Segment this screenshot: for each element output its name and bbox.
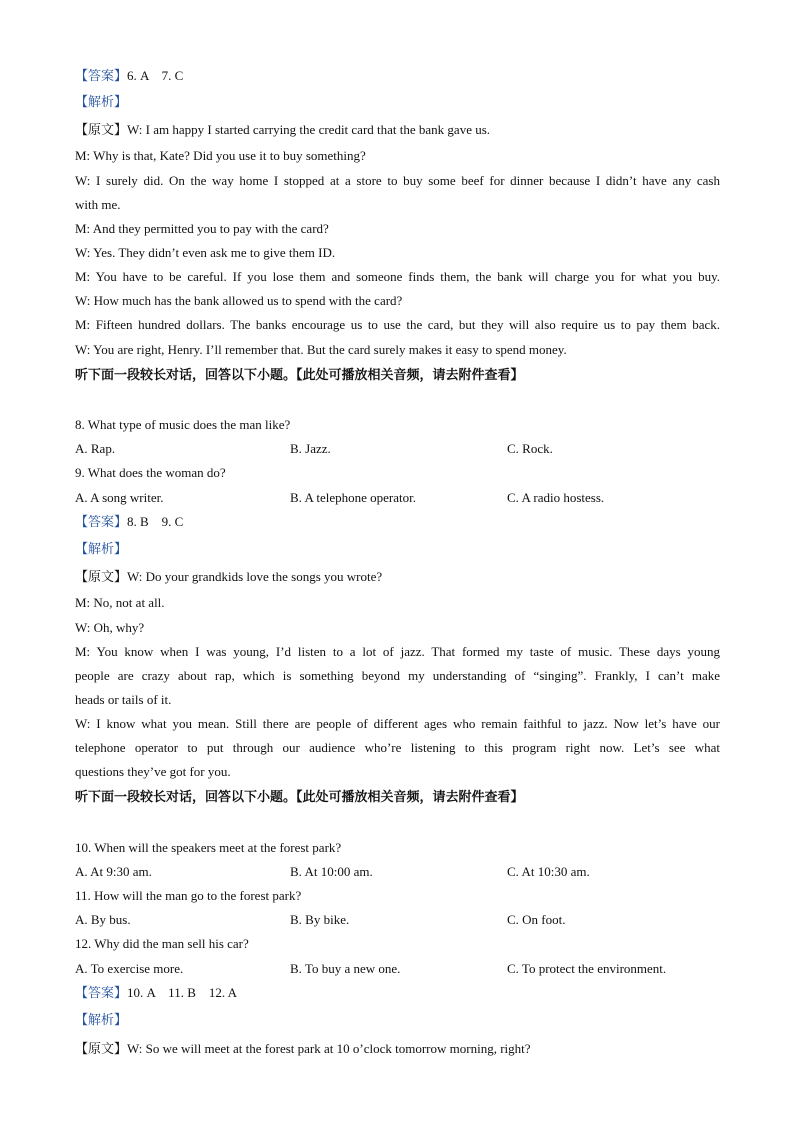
answer-tag: 【答案】 [75, 68, 128, 83]
transcript-line [75, 1041, 720, 1057]
transcript-line [75, 569, 720, 585]
option-9c: C. A radio hostess. [507, 490, 605, 505]
transcript-line: W: I know what you mean. Still there are people of different ages who remain faithful to jazz. Now let’s have our [75, 716, 720, 731]
transcript-text: W: Do your grandkids love the songs you wrote? [127, 569, 383, 584]
answer-tag: 【答案】 [75, 985, 128, 1000]
transcript-tag: 【原文】 [75, 122, 128, 137]
option-9a: A. A song writer. [75, 490, 164, 505]
analysis-tag: 【解析】 [75, 1012, 128, 1027]
listening-instruction: 听下面一段较长对话，回答以下小题。【此处可播放相关音频，请去附件查看】 [75, 790, 524, 805]
answer-line-10-12 [75, 985, 720, 1001]
transcript-tag: 【原文】 [75, 1041, 128, 1056]
question-10: 10. When will the speakers meet at the forest park? [75, 840, 342, 855]
answer-line-6-7 [75, 68, 720, 84]
question-11: 11. How will the man go to the forest park? [75, 888, 302, 903]
transcript-line: W: Yes. They didn’t even ask me to give them ID. [75, 245, 336, 260]
answer-text: 8. B 9. C [127, 514, 184, 529]
transcript-line: with me. [75, 197, 121, 212]
transcript-line: M: Fifteen hundred dollars. The banks encourage us to use the card, but they will also require us to pay them back. [75, 317, 720, 332]
transcript-line: M: You know when I was young, I’d listen to a lot of jazz. That formed my taste of music. These days young [75, 644, 720, 659]
option-8b: B. Jazz. [290, 441, 331, 456]
transcript-line: questions they’ve got for you. [75, 764, 231, 779]
analysis-tag: 【解析】 [75, 541, 128, 556]
option-9b: B. A telephone operator. [290, 490, 417, 505]
analysis-tag: 【解析】 [75, 94, 128, 109]
option-11b: B. By bike. [290, 912, 350, 927]
transcript-line: heads or tails of it. [75, 692, 172, 707]
option-10b: B. At 10:00 am. [290, 864, 373, 879]
transcript-line: telephone operator to put through our audience who’re listening to this program right now. Let’s see what [75, 740, 720, 755]
option-10a: A. At 9:30 am. [75, 864, 152, 879]
answer-tag: 【答案】 [75, 514, 128, 529]
listening-instruction: 听下面一段较长对话，回答以下小题。【此处可播放相关音频，请去附件查看】 [75, 368, 524, 383]
option-10c: C. At 10:30 am. [507, 864, 590, 879]
transcript-line: M: You have to be careful. If you lose them and someone finds them, the bank will charge you for what you buy. [75, 269, 720, 284]
option-11c: C. On foot. [507, 912, 566, 927]
transcript-text: W: So we will meet at the forest park at 10 o’clock tomorrow morning, right? [127, 1041, 531, 1056]
option-12c: C. To protect the environment. [507, 961, 667, 976]
question-12: 12. Why did the man sell his car? [75, 936, 249, 951]
answer-text: 10. A 11. B 12. A [127, 985, 238, 1000]
transcript-line: W: Oh, why? [75, 620, 145, 635]
transcript-line: M: Why is that, Kate? Did you use it to buy something? [75, 148, 366, 163]
transcript-tag: 【原文】 [75, 569, 128, 584]
transcript-line: W: You are right, Henry. I’ll remember that. But the card surely makes it easy to spend money. [75, 342, 567, 357]
option-8c: C. Rock. [507, 441, 553, 456]
option-12a: A. To exercise more. [75, 961, 184, 976]
transcript-text: W: I am happy I started carrying the credit card that the bank gave us. [127, 122, 491, 137]
question-9: 9. What does the woman do? [75, 465, 226, 480]
transcript-line: M: And they permitted you to pay with the card? [75, 221, 329, 236]
transcript-line: W: I surely did. On the way home I stopped at a store to buy some beef for dinner because I didn’t have any cash [75, 173, 720, 188]
option-12b: B. To buy a new one. [290, 961, 401, 976]
option-8a: A. Rap. [75, 441, 116, 456]
transcript-line: M: No, not at all. [75, 595, 165, 610]
transcript-line: people are crazy about rap, which is something beyond my understanding of “singing”. Frankly, I can’t make [75, 668, 720, 683]
transcript-line: W: How much has the bank allowed us to spend with the card? [75, 293, 403, 308]
answer-line-8-9 [75, 514, 720, 530]
answer-text: 6. A 7. C [127, 68, 184, 83]
transcript-line [75, 122, 720, 138]
question-8: 8. What type of music does the man like? [75, 417, 291, 432]
option-11a: A. By bus. [75, 912, 131, 927]
